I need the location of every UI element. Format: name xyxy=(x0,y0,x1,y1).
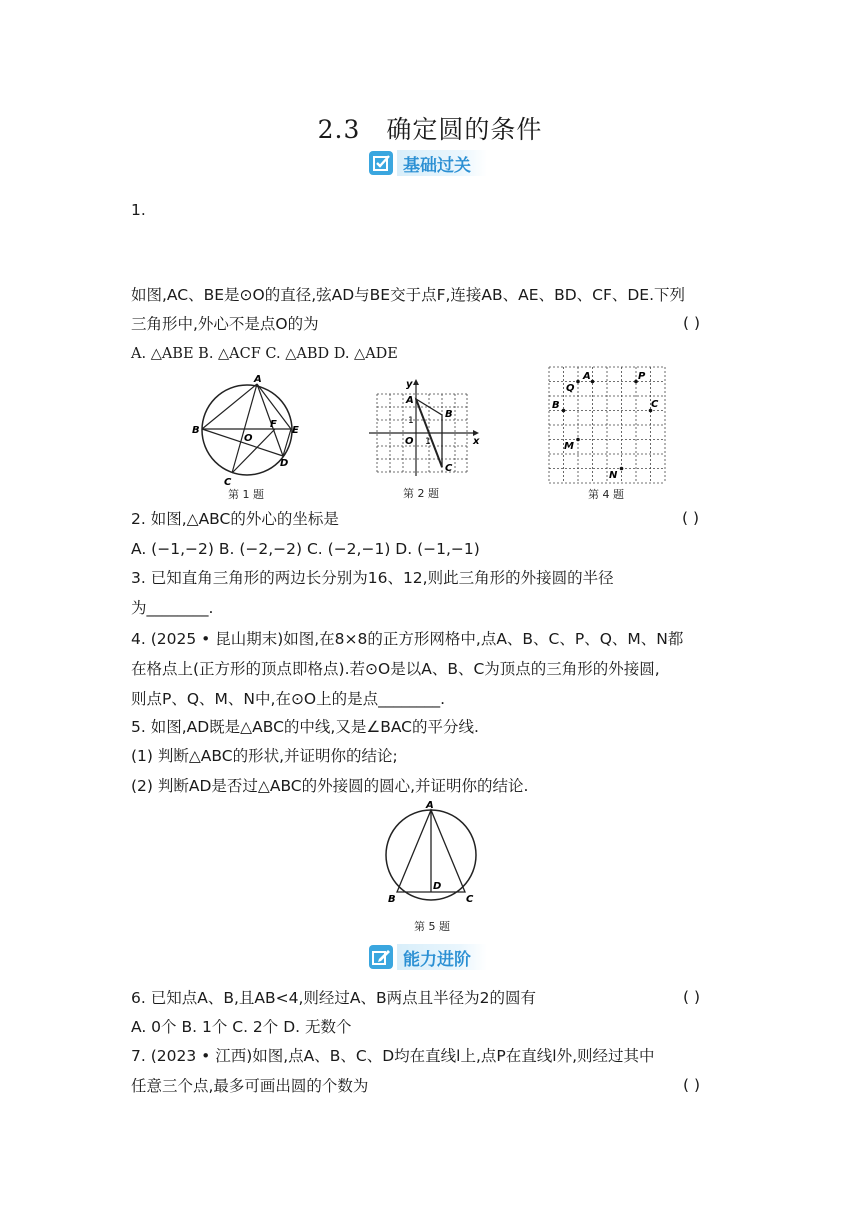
q4-line2: 在格点上(正方形的顶点即格点).若⊙O是以A、B、C为顶点的三角形的外接圆, xyxy=(131,660,660,678)
q2-text: 2. 如图,△ABC的外心的坐标是 xyxy=(131,510,339,528)
fig4-caption: 第 4 题 xyxy=(588,488,624,501)
q2-answer-bracket: ( ) xyxy=(682,509,700,527)
fig5-label-d: D xyxy=(433,881,442,892)
section-title-basic: 基础过关 xyxy=(397,150,487,176)
fig2-label-o: O xyxy=(405,436,414,447)
section-badge-basic xyxy=(369,148,487,178)
fig1-label-c: C xyxy=(224,477,232,488)
q7-answer-bracket: ( ) xyxy=(683,1076,701,1094)
q7-line1: 7. (2023 • 江西)如图,点A、B、C、D均在直线l上,点P在直线l外,则经过其中 xyxy=(131,1047,655,1065)
q4-line3: 则点P、Q、M、N中,在⊙O上的是点________. xyxy=(131,690,446,708)
fig1-label-d: D xyxy=(280,458,289,469)
fig1-label-b: B xyxy=(192,425,200,436)
figure-5 xyxy=(378,798,488,906)
fig2-label-x: x xyxy=(473,436,480,447)
section-badge-advanced xyxy=(369,942,487,972)
checkbox-icon xyxy=(369,151,393,175)
q1-options: A. △ABE B. △ACF C. △ABD D. △ADE xyxy=(131,346,398,362)
fig5-label-b: B xyxy=(388,894,396,905)
fig2-caption: 第 2 题 xyxy=(403,487,439,500)
fig4-label-c: C xyxy=(651,399,659,410)
fig4-label-m: M xyxy=(564,441,574,452)
q6-options: A. 0个 B. 1个 C. 2个 D. 无数个 xyxy=(131,1018,352,1036)
fig4-label-b: B xyxy=(552,400,560,411)
q4-line1: 4. (2025 • 昆山期末)如图,在8×8的正方形网格中,点A、B、C、P、Q、M、N都 xyxy=(131,630,684,648)
fig2-tick-y1: 1 xyxy=(408,416,414,426)
pencil-icon xyxy=(369,945,393,969)
fig1-label-o: O xyxy=(244,433,253,444)
q6-text: 6. 已知点A、B,且AB<4,则经过A、B两点且半径为2的圆有 xyxy=(131,989,536,1007)
fig4-label-p: P xyxy=(638,371,646,382)
q6-answer-bracket: ( ) xyxy=(683,988,701,1006)
fig1-label-a: A xyxy=(254,374,262,385)
fig2-tick-x1: 1 xyxy=(425,437,431,447)
q5-line3: (2) 判断AD是否过△ABC的外接圆的圆心,并证明你的结论. xyxy=(131,777,529,795)
q3-line2: 为________. xyxy=(131,599,214,617)
fig1-caption: 第 1 题 xyxy=(228,488,264,501)
fig2-label-b: B xyxy=(445,409,453,420)
q5-line1: 5. 如图,AD既是△ABC的中线,又是∠BAC的平分线. xyxy=(131,718,479,736)
fig1-label-e: E xyxy=(292,425,299,436)
section-title-advanced: 能力进阶 xyxy=(397,944,487,970)
q5-line2: (1) 判断△ABC的形状,并证明你的结论; xyxy=(131,747,398,765)
figure-2 xyxy=(367,378,482,478)
fig5-label-a: A xyxy=(426,800,434,811)
q1-number: 1. xyxy=(131,201,146,219)
fig2-label-a: A xyxy=(406,395,414,406)
page-title: 2.3 确定圆的条件 xyxy=(317,115,543,144)
fig4-label-n: N xyxy=(609,470,618,481)
fig4-label-q: Q xyxy=(566,383,575,394)
q2-options: A. (−1,−2) B. (−2,−2) C. (−2,−1) D. (−1,−1) xyxy=(131,540,480,558)
q1-answer-bracket: ( ) xyxy=(683,314,701,332)
fig5-caption: 第 5 题 xyxy=(414,920,450,933)
figure-4 xyxy=(547,365,667,485)
q7-line2: 任意三个点,最多可画出圆的个数为 xyxy=(131,1077,369,1095)
fig1-label-f: F xyxy=(270,419,277,430)
fig2-label-c: C xyxy=(445,463,453,474)
q1-line1: 如图,AC、BE是⊙O的直径,弦AD与BE交于点F,连接AB、AE、BD、CF、DE.下列 xyxy=(131,286,686,304)
fig4-label-a: A xyxy=(583,371,591,382)
figure-1 xyxy=(188,370,308,500)
fig2-label-y: y xyxy=(406,379,413,390)
fig5-label-c: C xyxy=(466,894,474,905)
q1-line2: 三角形中,外心不是点O的为 xyxy=(131,315,319,333)
q3-line1: 3. 已知直角三角形的两边长分别为16、12,则此三角形的外接圆的半径 xyxy=(131,569,614,587)
